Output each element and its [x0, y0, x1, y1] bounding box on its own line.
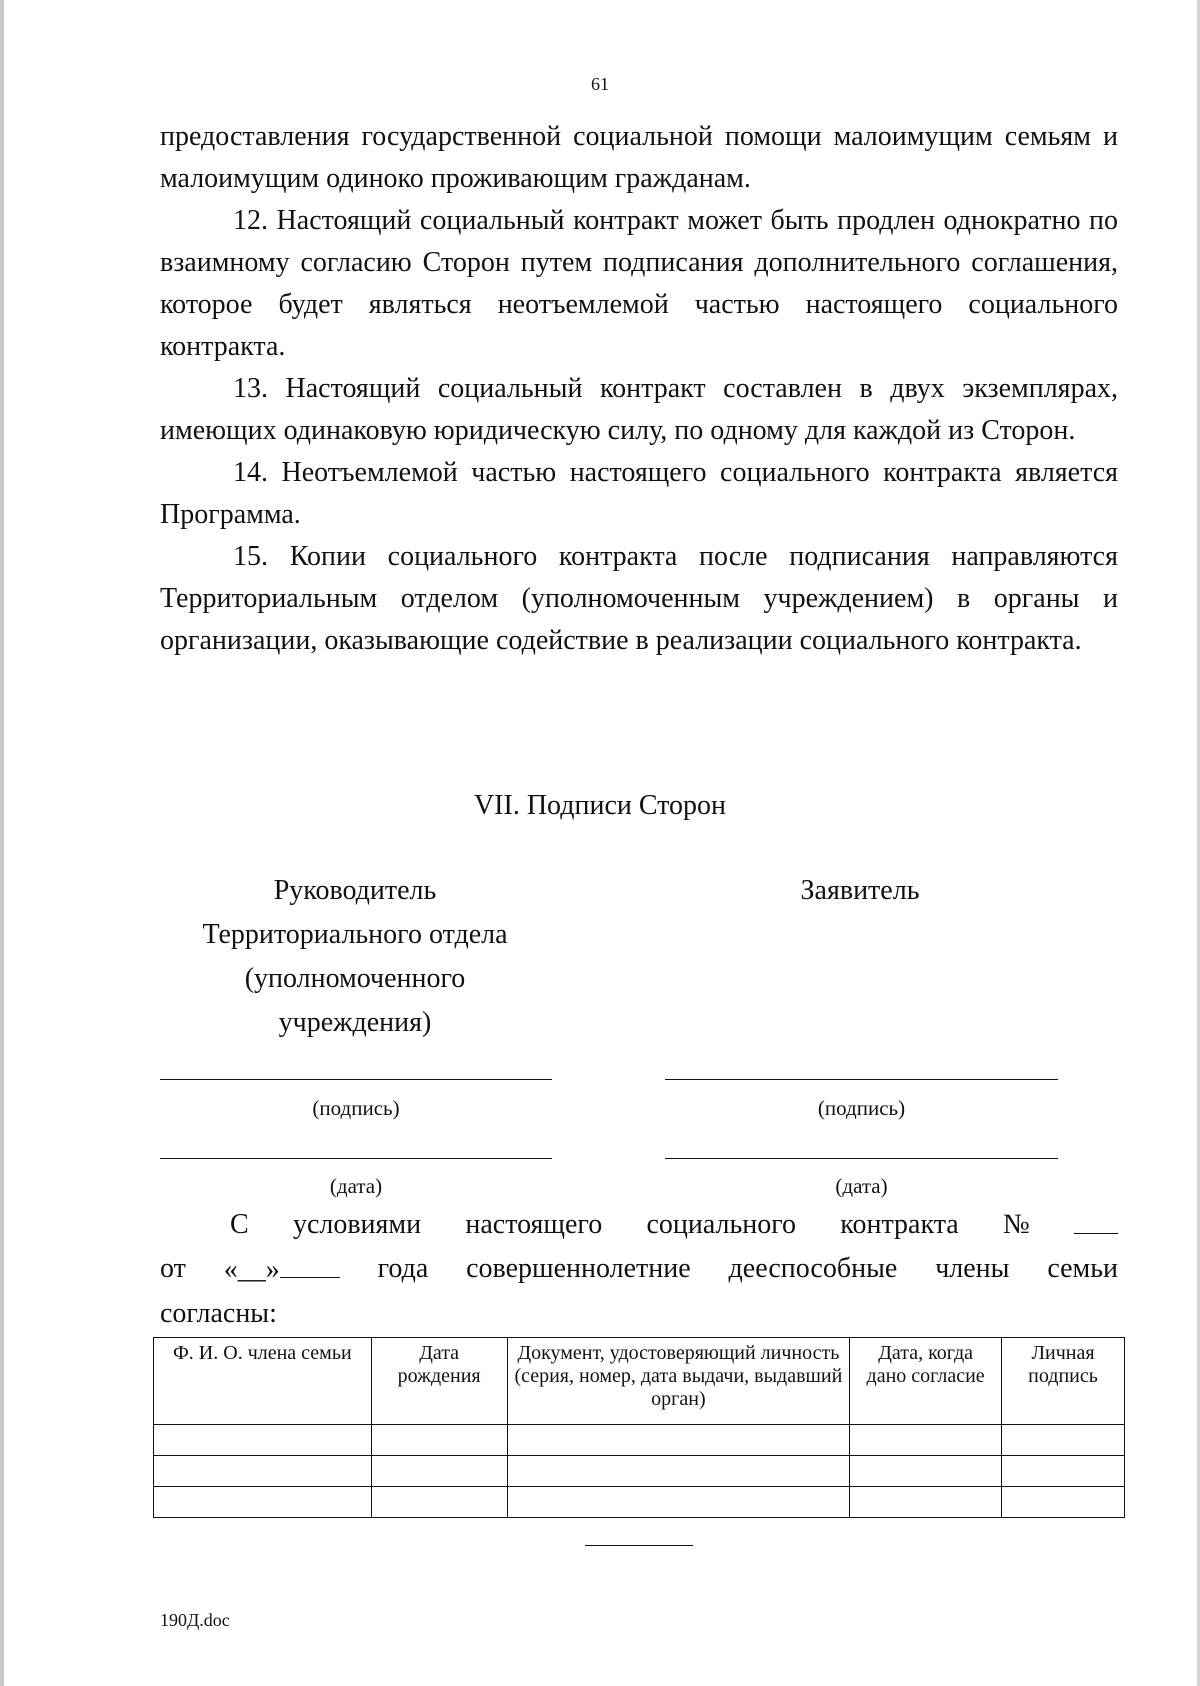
contract-number-sign: № — [1002, 1209, 1030, 1240]
table-cell — [507, 1487, 850, 1518]
table-body — [154, 1425, 1125, 1518]
signature-title-line: учреждения) — [278, 1007, 432, 1038]
table-cell — [371, 1487, 507, 1518]
right-signature-caption: (подпись) — [817, 1096, 906, 1120]
signature-block-right — [665, 869, 1055, 913]
table-cell — [507, 1456, 850, 1487]
footer-filename: 190Д.doc — [160, 1610, 230, 1630]
consent-line-3: согласны: — [160, 1298, 277, 1329]
right-date-line — [665, 1158, 1058, 1159]
consent-word: от — [160, 1253, 186, 1284]
paragraph: 13. Настоящий социальный контракт составлен в двух экземплярах, имеющих одинаковую юридическую силу, по одному для каждой из Сторон. — [160, 373, 1118, 446]
end-rule — [585, 1545, 693, 1546]
left-signature-line — [160, 1079, 552, 1080]
right-signature-line — [665, 1079, 1058, 1080]
right-date-caption: (дата) — [835, 1174, 888, 1198]
left-date-caption: (дата) — [329, 1174, 383, 1198]
column-header-identity-document: Документ, удостоверяющий личность (серия, номер, дата выдачи, выдавший орган) — [507, 1338, 850, 1425]
day-blank: «__» — [223, 1254, 280, 1285]
column-header-birth-date: Дата рождения — [371, 1338, 507, 1425]
signature-title-line: Руководитель — [273, 875, 437, 906]
consent-word: условиями — [292, 1209, 422, 1240]
date-day-field — [224, 1247, 340, 1292]
table-cell — [1002, 1487, 1125, 1518]
column-header-name: Ф. И. О. члена семьи — [154, 1338, 372, 1425]
consent-word: С — [230, 1209, 249, 1240]
consent-word: члены — [935, 1253, 1010, 1284]
column-header-signature: Личная подпись — [1002, 1338, 1125, 1425]
family-members-table — [153, 1337, 1125, 1518]
table-cell — [154, 1487, 372, 1518]
consent-word: совершеннолетние — [466, 1253, 691, 1284]
signature-block-left — [160, 869, 550, 1045]
table-row — [154, 1425, 1125, 1456]
contract-number-blank — [1074, 1203, 1118, 1234]
consent-word: контракта — [840, 1209, 959, 1240]
table-cell — [1002, 1425, 1125, 1456]
table-cell — [850, 1487, 1002, 1518]
left-signature-caption: (подпись) — [312, 1096, 400, 1120]
signature-title-line: Заявитель — [800, 875, 920, 906]
scan-edge-left — [0, 0, 4, 1686]
consent-word: дееспособные — [728, 1253, 898, 1284]
consent-statement — [160, 1203, 1118, 1336]
signature-title-line: Территориального отдела — [202, 919, 508, 950]
paragraph: 14. Неотъемлемой частью настоящего социального контракта является Программа. — [160, 457, 1118, 530]
paragraph: предоставления государственной социальной помощи малоимущим семьям и малоимущим одиноко проживающим гражданам. — [160, 121, 1118, 194]
table-row — [154, 1487, 1125, 1518]
consent-line-2 — [160, 1247, 1118, 1292]
signature-title-line: (уполномоченного — [244, 963, 466, 994]
table-cell — [371, 1456, 507, 1487]
table-cell — [850, 1456, 1002, 1487]
table-cell — [850, 1425, 1002, 1456]
consent-word: социального — [646, 1209, 797, 1240]
consent-word: настоящего — [465, 1209, 603, 1240]
table-cell — [154, 1456, 372, 1487]
table-cell — [371, 1425, 507, 1456]
section-title: VII. Подписи Сторон — [473, 790, 727, 821]
page-number: 61 — [591, 74, 609, 94]
column-header-consent-date: Дата, когда дано согласие — [850, 1338, 1002, 1425]
table-cell — [1002, 1456, 1125, 1487]
table-header-row — [154, 1338, 1125, 1425]
table-cell — [507, 1425, 850, 1456]
paragraph: 15. Копии социального контракта после подписания направляются Территориальным отделом (уполномоченным учреждением) в органы и организации, оказывающие содействие в реализации социального контракта. — [160, 541, 1118, 656]
consent-line-1 — [160, 1203, 1118, 1247]
left-date-line — [160, 1158, 552, 1159]
body-text — [160, 116, 1118, 662]
consent-word: года — [377, 1253, 429, 1284]
paragraph: 12. Настоящий социальный контракт может быть продлен однократно по взаимному согласию Сторон путем подписания дополнительного соглашения, которое будет являться неотъемлемой частью настоящего социального контракта. — [160, 205, 1118, 362]
table-cell — [154, 1425, 372, 1456]
consent-word: семьи — [1047, 1253, 1118, 1284]
table-row — [154, 1456, 1125, 1487]
month-blank — [280, 1247, 340, 1278]
